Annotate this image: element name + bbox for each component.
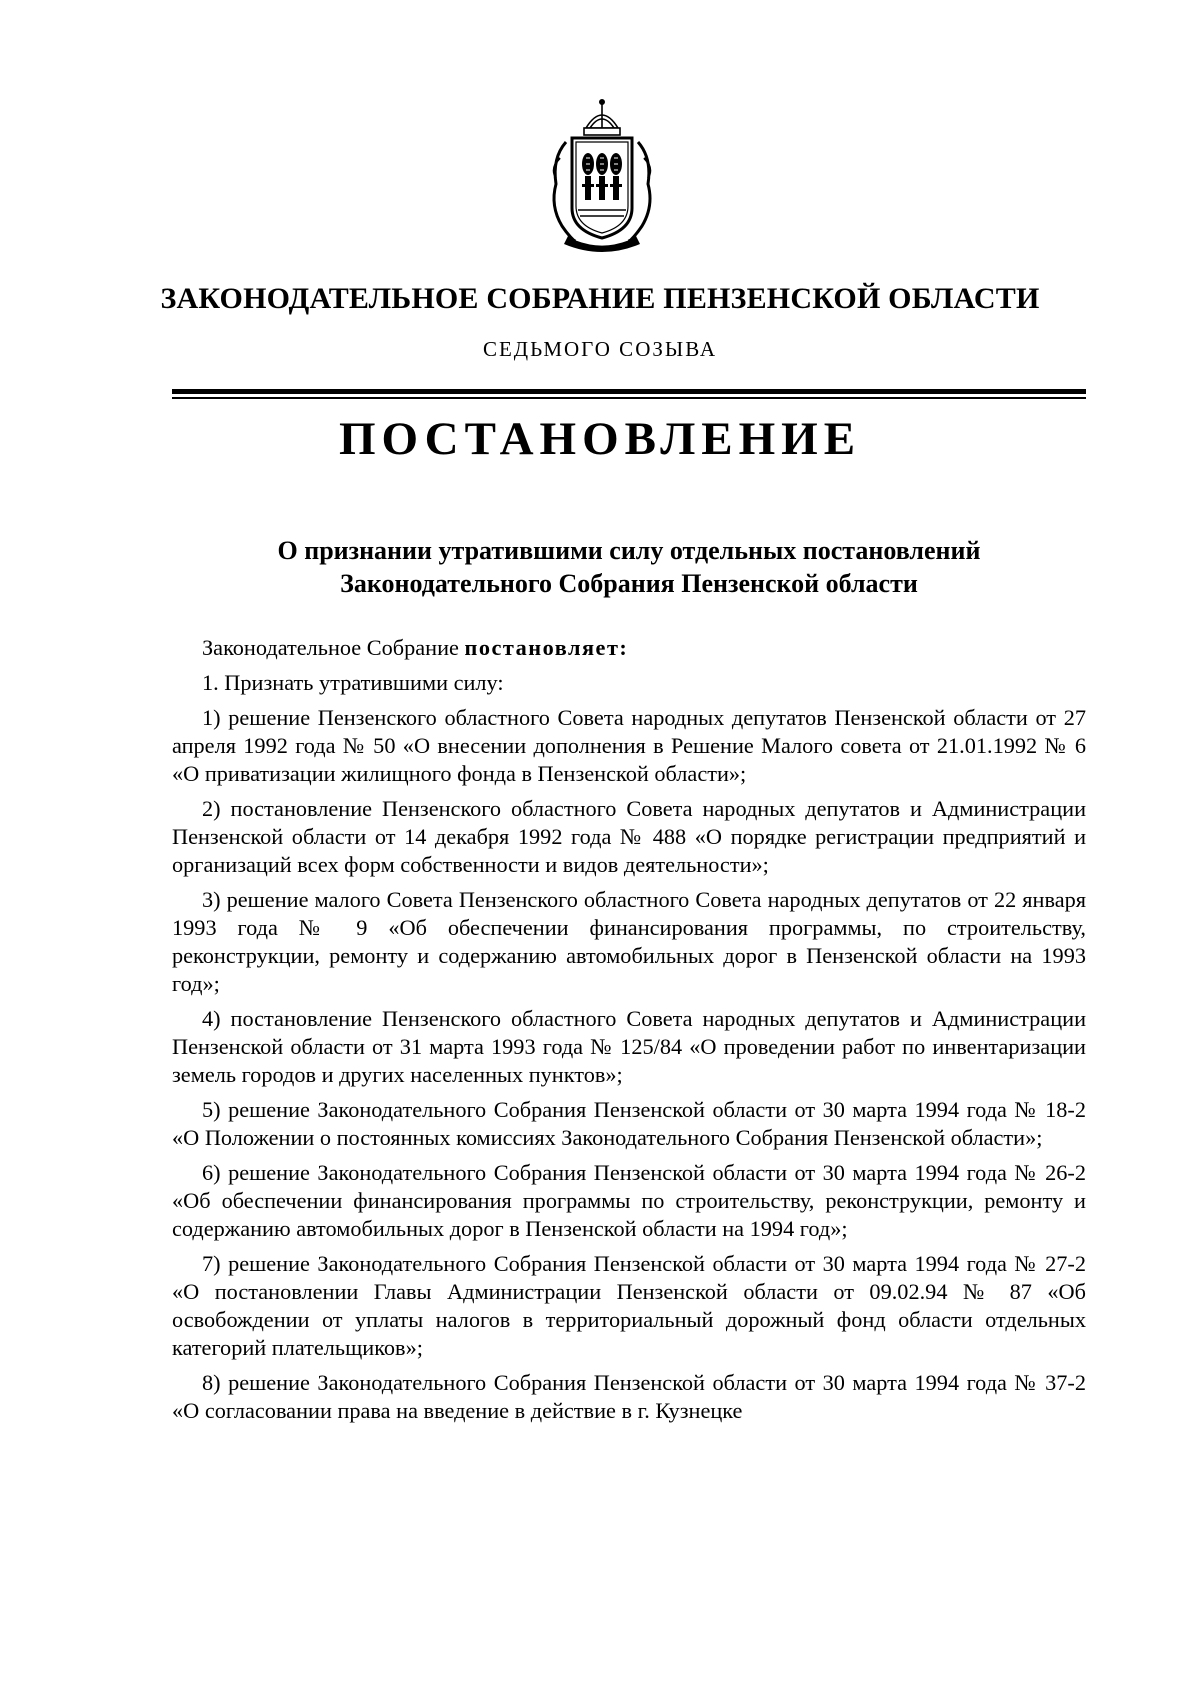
list-item: 8) решение Законодательного Собрания Пензенской области от 30 марта 1994 года № 37-2 «О согласовании права на введение в действие в г. Кузнецке <box>172 1370 1086 1423</box>
list-item: 7) решение Законодательного Собрания Пензенской области от 30 марта 1994 года № 27-2 «О постановлении Главы Администрации Пензенской области от 09.02.94 № 87 «Об освобождении от уплаты налогов в территориальный дорожный фонд области отдельных категорий плательщиков»; <box>172 1251 1086 1360</box>
list-item: 3) решение малого Совета Пензенского областного Совета народных депутатов от 22 января 1993 года № 9 «Об обеспечении финансирования программы, по строительству, реконструкции, ремонту и содержанию автомобильных дорог в Пензенской области на 1993 год»; <box>172 887 1086 996</box>
list-item: 2) постановление Пензенского областного Совета народных депутатов и Администрации Пензенской области от 14 декабря 1992 года № 488 «О порядке регистрации предприятий и организаций всех форм собственности и видов деятельности»; <box>172 796 1086 877</box>
convocation-label: СЕДЬМОГО СОЗЫВА <box>482 337 718 361</box>
resolution-title-line-1: О признании утратившими силу отдельных постановлений <box>277 536 981 565</box>
document-type-heading: ПОСТАНОВЛЕНИЕ <box>338 413 862 465</box>
preamble-emphasis: постановляет: <box>464 635 629 660</box>
resolution-title <box>172 534 1086 600</box>
organization-name: ЗАКОНОДАТЕЛЬНОЕ СОБРАНИЕ ПЕНЗЕНСКОЙ ОБЛАСТИ <box>160 282 1040 315</box>
list-item: 6) решение Законодательного Собрания Пензенской области от 30 марта 1994 года № 26-2 «Об обеспечении финансирования программы по строительству, реконструкции, ремонту и содержанию автомобильных дорог в Пензенской области на 1994 год»; <box>172 1160 1086 1241</box>
list-item: 5) решение Законодательного Собрания Пензенской области от 30 марта 1994 года № 18-2 «О Положении о постоянных комиссиях Законодательного Собрания Пензенской области»; <box>172 1097 1086 1150</box>
header-divider-thin <box>172 397 1086 399</box>
list-item: 1) решение Пензенского областного Совета народных депутатов Пензенской области от 27 апреля 1992 года № 50 «О внесении дополнения в Решение Малого совета от 21.01.1992 № 6 «О приватизации жилищного фонда в Пензенской области»; <box>172 705 1086 786</box>
resolution-body <box>172 634 1086 1432</box>
list-item: 4) постановление Пензенского областного Совета народных депутатов и Администрации Пензенской области от 31 марта 1993 года № 125/84 «О проведении работ по инвентаризации земель городов и других населенных пунктов»; <box>172 1006 1086 1087</box>
clause-1: 1. Признать утратившими силу: <box>202 670 504 695</box>
resolution-title-line-2: Законодательного Собрания Пензенской области <box>340 569 918 598</box>
preamble <box>172 634 1086 662</box>
coat-of-arms-emblem <box>546 98 658 254</box>
preamble-text: Законодательное Собрание <box>202 635 465 660</box>
header-divider-thick <box>172 389 1086 394</box>
